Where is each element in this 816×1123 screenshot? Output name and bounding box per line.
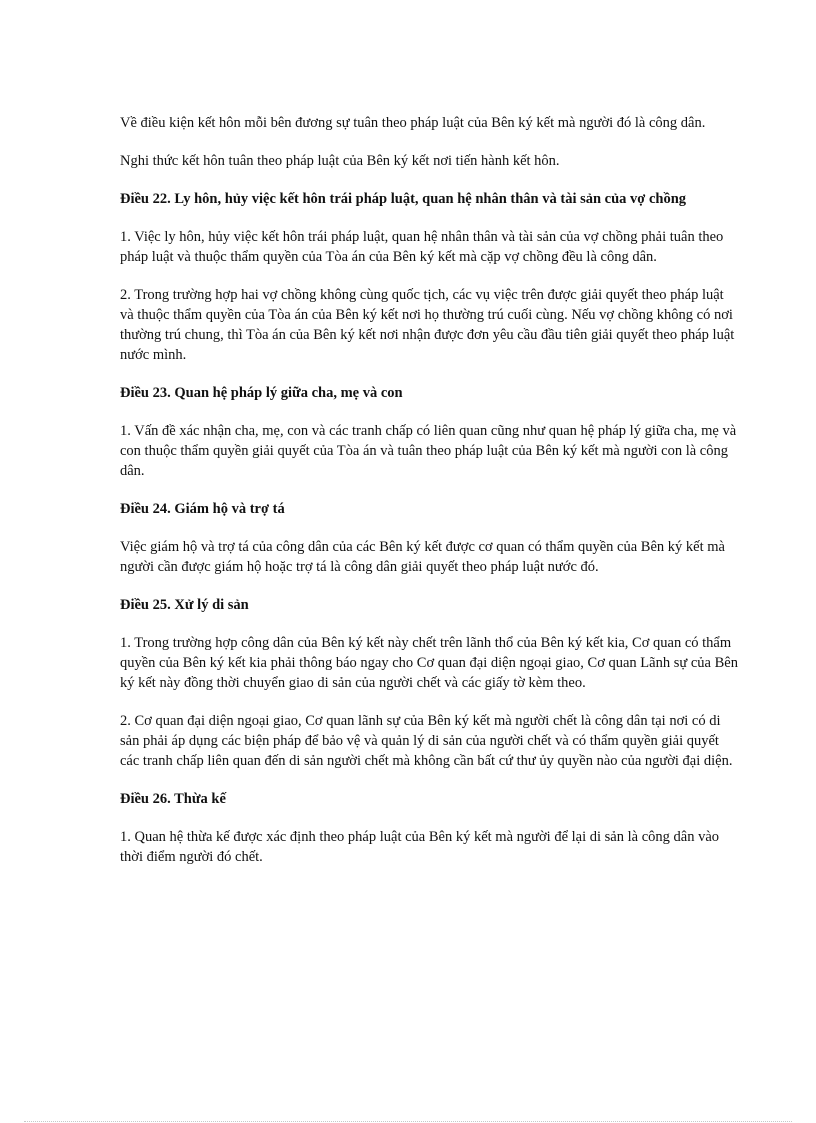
- heading-article-25: Điều 25. Xử lý di sản: [120, 597, 249, 613]
- paragraph-article-22-clause-1: 1. Việc ly hôn, hủy việc kết hôn trái pháp luật, quan hệ nhân thân và tài sản của vợ chồng phải tuân theo pháp luật và thuộc thẩm quyền của Tòa án của Bên ký kết mà cặp vợ chồng đều là công dân.: [120, 229, 724, 265]
- paragraph-article-25-clause-2: 2. Cơ quan đại diện ngoại giao, Cơ quan lãnh sự của Bên ký kết mà người chết là công dân tại nơi có di sản phải áp dụng các biện pháp để bảo vệ và quản lý di sản của người chết và có thẩm quyền giải quyết các tranh chấp liên quan đến di sản người chết mà không cần bất cứ thư ủy quyền nào của người đại diện.: [120, 713, 733, 769]
- page-bottom-divider: [24, 1121, 792, 1122]
- heading-article-22: Điều 22. Ly hôn, hủy việc kết hôn trái pháp luật, quan hệ nhân thân và tài sản của vợ chồng: [120, 191, 687, 207]
- paragraph-article-23-clause-1: 1. Vấn đề xác nhận cha, mẹ, con và các tranh chấp có liên quan cũng như quan hệ pháp lý giữa cha, mẹ và con thuộc thẩm quyền giải quyết của Tòa án và tuân theo pháp luật của Bên ký kết mà người con là công dân.: [120, 423, 737, 479]
- paragraph-marriage-ceremony: Nghi thức kết hôn tuân theo pháp luật của Bên ký kết nơi tiến hành kết hôn.: [120, 153, 560, 169]
- heading-article-26: Điều 26. Thừa kế: [120, 791, 226, 807]
- paragraph-article-22-clause-2: 2. Trong trường hợp hai vợ chồng không cùng quốc tịch, các vụ việc trên được giải quyết theo pháp luật và thuộc thẩm quyền của Tòa án của Bên ký kết nơi họ thường trú cuối cùng. Nếu vợ chồng không có nơi thường trú chung, thì Tòa án của Bên ký kết nơi nhận được đơn yêu cầu đầu tiên giải quyết theo pháp luật nước mình.: [120, 287, 735, 363]
- document-body: [120, 113, 740, 885]
- paragraph-article-25-clause-1: 1. Trong trường hợp công dân của Bên ký kết này chết trên lãnh thổ của Bên ký kết kia, Cơ quan có thẩm quyền của Bên ký kết kia phải thông báo ngay cho Cơ quan đại diện ngoại giao, Cơ quan Lãnh sự của Bên ký kết này đồng thời chuyển giao di sản của người chết và các giấy tờ kèm theo.: [120, 635, 738, 691]
- heading-article-23: Điều 23. Quan hệ pháp lý giữa cha, mẹ và con: [120, 385, 403, 401]
- paragraph-article-24: Việc giám hộ và trợ tá của công dân của các Bên ký kết được cơ quan có thẩm quyền của Bên ký kết mà người cần được giám hộ hoặc trợ tá là công dân giải quyết theo pháp luật nước đó.: [120, 539, 725, 575]
- paragraph-article-26-clause-1: 1. Quan hệ thừa kế được xác định theo pháp luật của Bên ký kết mà người để lại di sản là công dân vào thời điểm người đó chết.: [120, 829, 720, 865]
- paragraph-marriage-conditions: Về điều kiện kết hôn mỗi bên đương sự tuân theo pháp luật của Bên ký kết mà người đó là công dân.: [120, 115, 706, 131]
- heading-article-24: Điều 24. Giám hộ và trợ tá: [120, 501, 285, 517]
